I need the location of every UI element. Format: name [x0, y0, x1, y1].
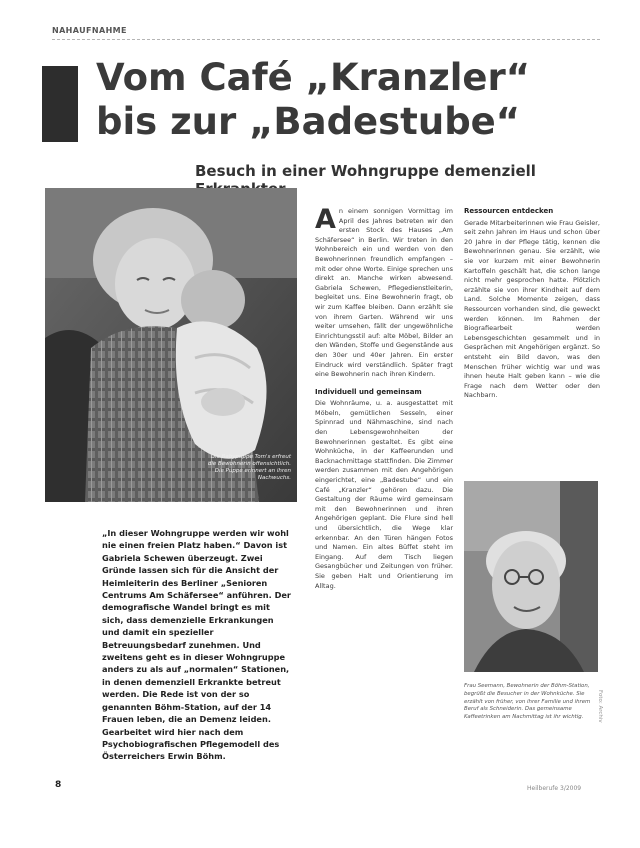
section-heading-resources: Ressourcen entdecken: [464, 207, 554, 215]
headline-line-2: bis zur „Badestube“: [96, 100, 521, 143]
footer-issue: Heilberufe 3/2009: [527, 785, 582, 792]
text-column-middle: [315, 204, 453, 591]
headline: [96, 56, 616, 144]
top-rule: [52, 39, 600, 40]
subhead: Besuch in einer Wohngruppe demenziell: [195, 162, 536, 180]
accent-bar: [42, 66, 78, 142]
body-paragraph-right: Gerade Mitarbeiterinnen wie Frau Geisler, seit zehn Jahren im Haus und schon über 20 Jahre in der Pflege tätig, kennen die Bewohnerinnen genau. Sie erzählt, wie sie vor kurzem mit einer Bewohnerin Kartoffeln geschält hat, die schon lange nicht mehr gesprochen hatte. Plötzlich erzählte sie von ihrer Kindheit auf dem Land. Solche Momente zeigen, dass Ressourcen vorhanden sind, die geweckt werden können. Im Rahmen der Biografiearbeit werden Lebensgeschichten gesammelt und in Gesprächen mit Angehörigen ergänzt. So entsteht ein Bild davon, was den Menschen früher wichtig war und was ihnen heute Halt geben kann – wie die Frage nach dem Wetter oder den Nachbarn.: [464, 218, 600, 400]
side-photo-credit: Foto: Archiv: [597, 690, 603, 723]
small-photo: [464, 481, 598, 672]
headline-line-1: Vom Café „Kranzler“: [96, 56, 531, 99]
drop-cap: A: [315, 204, 336, 235]
lead-paragraph: „In dieser Wohngruppe werden wir wohl nie einen freien Platz haben.“ Davon ist Gabriela Schewen überzeugt. Zwei Gründe lassen sich für die Ansicht der Heimleiterin des Berliner „Senioren Centrums Am Schäfersee“ anführen. Der demografische Wandel bringt es mit sich, dass demenzielle Erkrankungen und damit ein spezieller Betreuungsbedarf zunehmen. Und zweitens geht es in dieser Wohngruppe anders zu als auf „normalen“ Stationen, in denen demenziell Erkrankte betreut werden. Die Rede ist von der so genannten Böhm-Station, auf der 14 Frauen leben, die an Demenz leiden. Gearbeitet wird hier nach dem Psychobiografischen Pflegemodell des Österreichers Erwin Böhm.: [102, 528, 291, 762]
page-number: 8: [55, 780, 62, 790]
caption-small: Frau Seemann, Bewohnerin der Böhm-Station, begrüßt die Besucher in der Wohnküche. Sie erzählt von früher, von ihrer Familie und ihrem Beruf als Schneiderin. Das gemeinsame Kaffeetrinken am Nachmittag ist ihr wichtig.: [464, 683, 591, 721]
body-paragraph-middle: Die Wohnräume, u. a. ausgestattet mit Möbeln, gemütlichen Sesseln, einer Spinnrad und Nähmaschine, sind nach den Lebensgewohnheiten der Bewohnerinnen gestaltet. Es gibt eine Wohnküche, in der Kaffeerunden und Backnachmittage stattfinden. Die Zimmer werden zusammen mit den Angehörigen eingerichtet, eine „Badestube“ und ein Café „Kranzler“ gehören dazu. Die Gestaltung der Räume wird gemeinsam mit den Bewohnerinnen und ihren Angehörigen geplant. Die Flure sind hell und übersichtlich, die Wege klar erkennbar. An den Türen hängen Fotos und Namen. Ein altes Büffet steht im Eingang. Auf dem Tisch liegen Gesangbücher und Zeitungen von früher. Sie geben Halt und Orientierung im Alltag.: [315, 399, 453, 590]
section-label: NAHAUFNAHME: [52, 26, 127, 35]
text-column-right: [464, 207, 600, 401]
caption-main: Die Babypuppe Tom's erfreut die Bewohnerin offensichtlich. Die Puppe erinnert an ihren Nachwuchs.: [207, 454, 291, 481]
section-heading-individual: Individuell und gemeinsam: [315, 387, 422, 396]
intro-paragraph: n einem sonnigen Vormittag im April des Jahres betreten wir den ersten Stock des Hauses „Am Schäfersee“ in Berlin. Wir treten in den Wohnbereich ein und werden von den Bewohnerinnen freundlich empfangen – mit oder ohne Worte. Einige sprechen uns direkt an. Manche wirken abwesend. Gabriela Schewen, Pflegedienstleiterin, begleitet uns. Eine Bewohnerin fragt, ob wir zum Kaffee bleiben. Dann erzählt sie von ihrem Garten. Während wir uns weiter umsehen, fällt der ungewöhnliche Einrichtungsstil auf: alte Möbel, Bilder an den Wänden, Stoffe und Gegenstände aus den 30er und 40er Jahren. Ein erster Eindruck wird verständlich. Später fragt eine Bewohnerin nach ihren Kindern.: [315, 207, 453, 379]
